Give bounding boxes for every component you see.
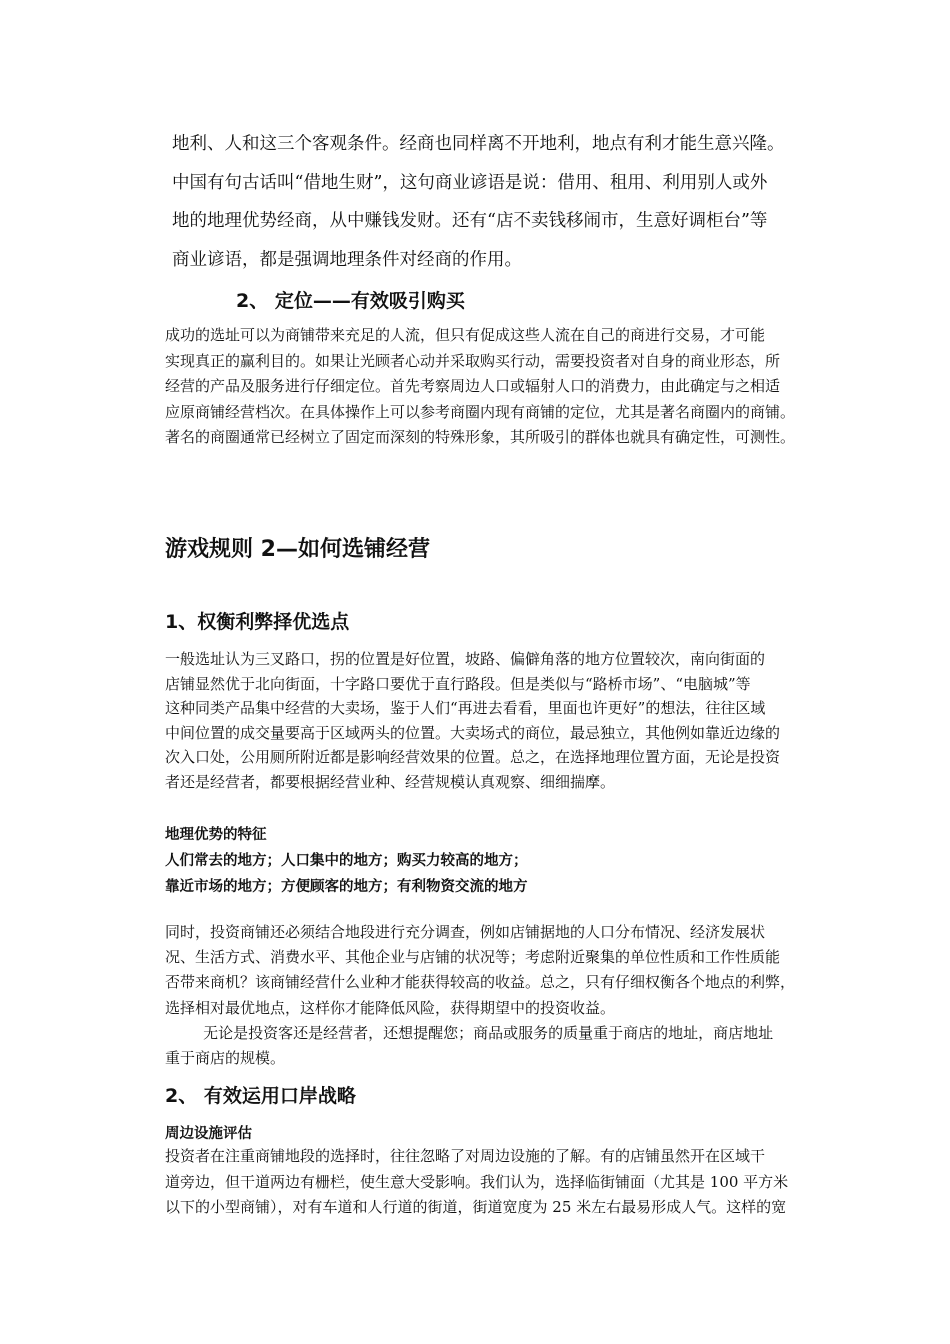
text-line: 地的地理优势经商，从中赚钱发财。还有“店不卖钱移闹市，生意好调柜台”等 [172,211,768,231]
subheading-surroundings: 周边设施评估 [165,1126,252,1142]
intro-paragraph [172,125,785,279]
section-heading-weigh-pros-cons: 1、权衡利弊择优选点 [165,611,350,633]
text-line: 一般选址认为三叉路口，拐的位置是好位置，坡路、偏僻角落的地方位置较次，南向街面的 [165,650,766,668]
positioning-paragraph [165,323,795,451]
text-line: 同时，投资商铺还必须结合地段进行充分调查，例如店铺据地的人口分布情况、经济发展状 [165,923,766,941]
text-line: 以下的小型商铺），对有车道和人行道的街道，街道宽度为 25 米左右最易形成人气。这样的宽 [165,1198,787,1217]
text-line: 经营的产品及服务进行仔细定位。首先考察周边人口或辐射人口的消费力，由此确定与之相适 [165,377,781,396]
section-heading-positioning: 2、 定位——有效吸引购买 [236,290,465,312]
text-line: 否带来商机？该商铺经营什么业种才能获得较高的收益。总之，只有仔细权衡各个地点的利弊， [165,973,796,992]
weigh-paragraph [165,647,780,795]
text-line: 次入口处，公用厕所附近都是影响经营效果的位置。总之，在选择地理位置方面，无论是投资 [165,748,781,767]
text-line: 这种同类产品集中经营的大卖场，鉴于人们“再进去看看，里面也许更好”的想法，往往区域 [165,699,766,718]
investigation-paragraph [165,920,795,1021]
text-line: 中间位置的成交量要高于区域两头的位置。大卖场式的商位，最忌独立，其他例如靠近边缘的 [165,723,781,742]
text-line: 著名的商圈通常已经树立了固定而深刻的特殊形象，其所吸引的群体也就具有确定性，可测性。 [165,428,796,447]
text-line: 无论是投资客还是经营者，还想提醒您；商品或服务的质量重于商店的地址，商店地址 [165,1024,774,1042]
feature-line: 人们常去的地方；人口集中的地方；购买力较高的地方； [165,853,528,869]
reminder-paragraph [165,1021,773,1071]
text-line: 者还是经营者，都要根据经营业种、经营规模认真观察、细细揣摩。 [165,772,616,791]
text-line: 中国有句古话叫“借地生财”，这句商业谚语是说：借用、租用、利用别人或外 [172,172,768,193]
text-line: 商业谚语，都是强调地理条件对经商的作用。 [172,249,522,270]
text-line: 实现真正的赢利目的。如果让光顾者心动并采取购买行动，需要投资者对自身的商业形态，所 [165,351,781,370]
text-line: 成功的选址可以为商铺带来充足的人流，但只有促成这些人流在自己的商进行交易，才可能 [165,326,766,344]
text-line: 选择相对最优地点，这样你才能降低风险，获得期望中的投资收益。 [165,998,616,1017]
feature-line: 靠近市场的地方；方便顾客的地方；有利物资交流的地方 [165,879,528,895]
text-line: 地利、人和这三个客观条件。经商也同样离不开地利，地点有利才能生意兴隆。 [172,134,785,154]
main-heading: 游戏规则 2—如何选铺经营 [165,537,430,562]
text-line: 投资者在注重商铺地段的选择时，往往忽略了对周边设施的了解。有的店铺虽然开在区域干 [165,1147,766,1165]
text-line: 重于商店的规模。 [165,1049,286,1067]
text-line: 况、生活方式、消费水平、其他企业与店铺的状况等；考虑附近聚集的单位性质和工作性质能 [165,948,781,967]
geographic-advantage-features [165,822,528,900]
feature-title: 地理优势的特征 [165,827,267,843]
surroundings-paragraph [165,1144,788,1221]
text-line: 店铺显然优于北向街面，十字路口要优于直行路段。但是类似与“路桥市场”、“电脑城”等 [165,674,751,693]
text-line: 道旁边，但干道两边有栅栏，使生意大受影响。我们认为，选择临街铺面（尤其是 100 平方米 [165,1172,789,1191]
section-heading-port-strategy: 2、 有效运用口岸战略 [165,1085,356,1107]
text-line: 应原商铺经营档次。在具体操作上可以参考商圈内现有商铺的定位，尤其是著名商圈内的商铺。 [165,402,796,421]
